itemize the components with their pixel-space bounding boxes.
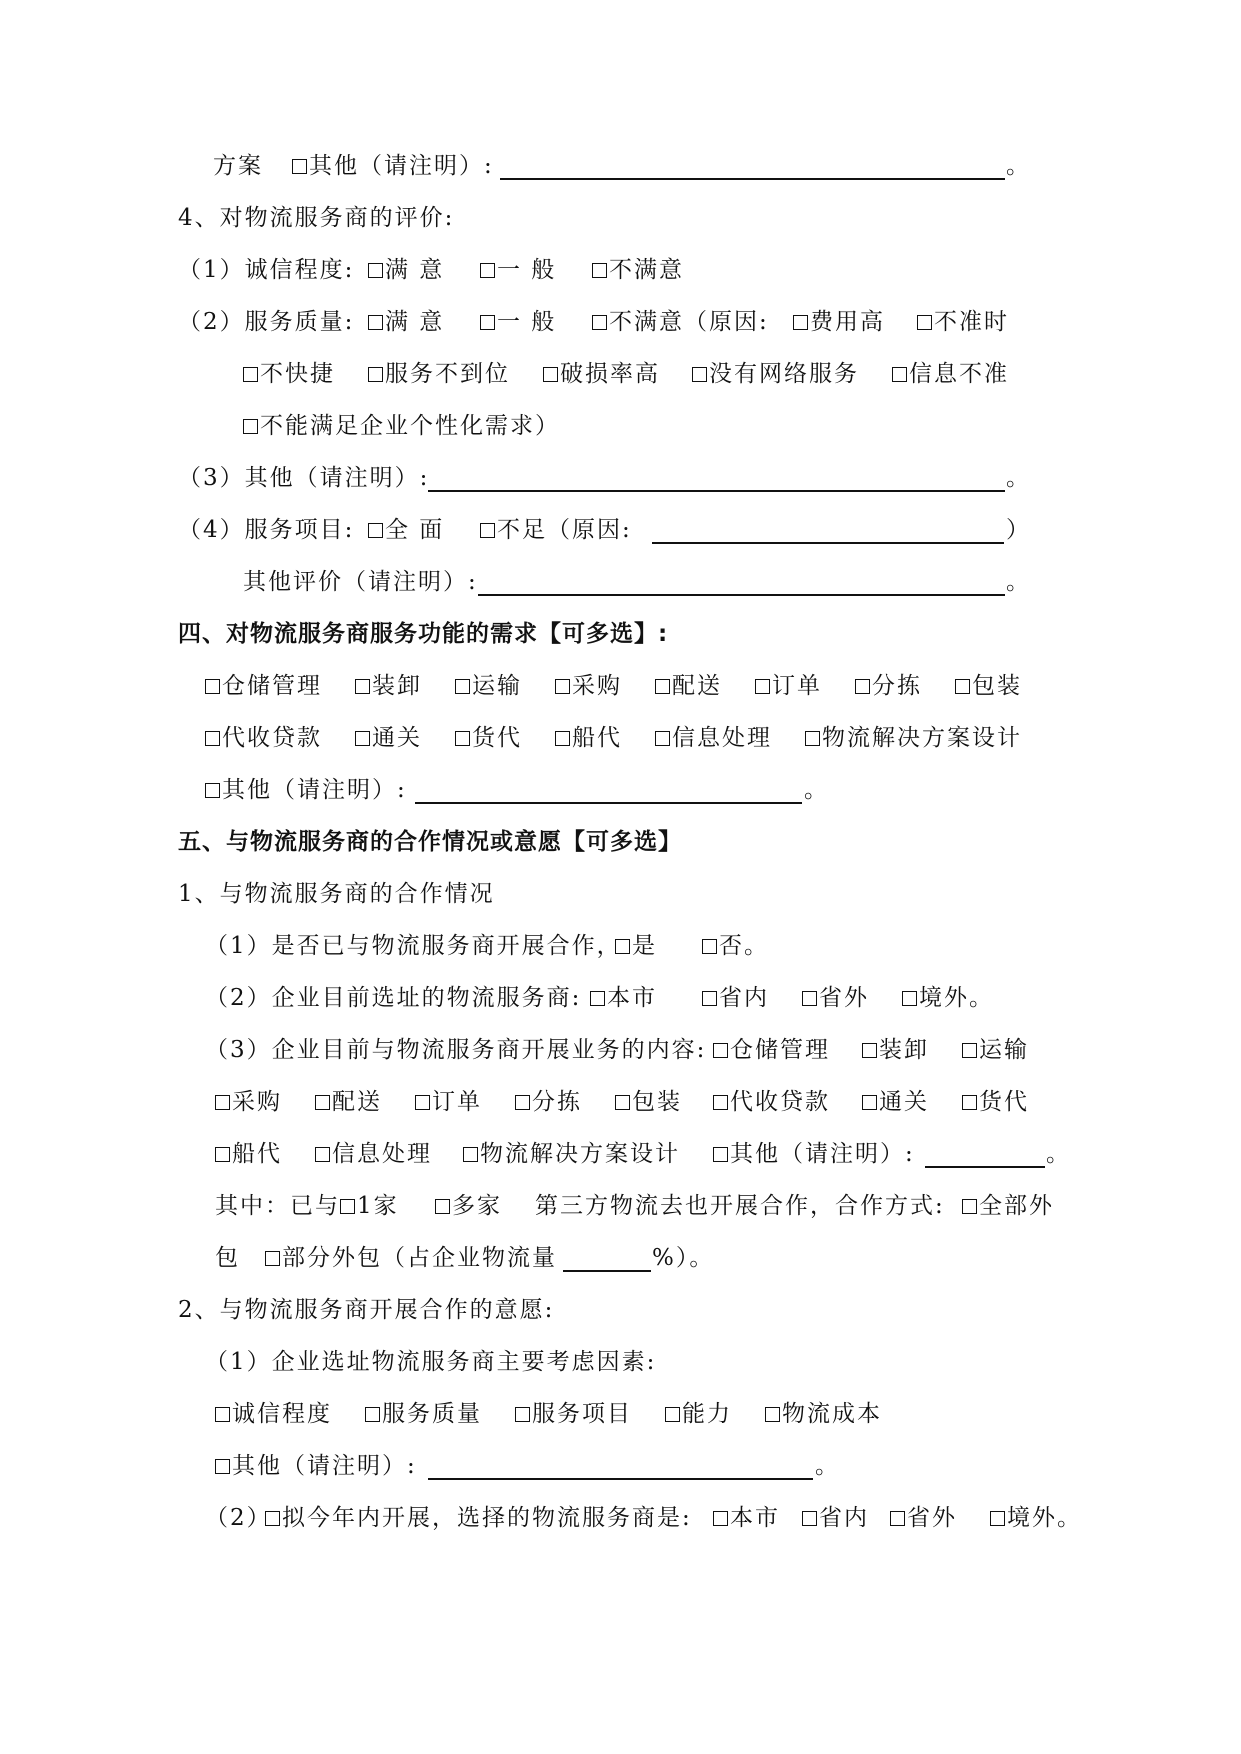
item-label: （3）其他（请注明）: (178, 465, 430, 491)
checkbox-icon[interactable] (892, 367, 907, 382)
other-option[interactable] (292, 148, 494, 184)
option-packaging[interactable] (955, 668, 1022, 704)
checkbox-icon[interactable] (713, 1511, 728, 1526)
checkbox-icon[interactable] (480, 263, 495, 278)
period: 。 (1006, 569, 1031, 595)
option-out-province[interactable] (890, 1500, 957, 1536)
option-transport[interactable] (455, 668, 522, 704)
option-info-inaccurate[interactable] (892, 356, 1009, 392)
option-label: 不准时 (934, 309, 1009, 335)
checkbox-icon[interactable] (692, 367, 707, 382)
option-orders[interactable] (415, 1084, 482, 1120)
checkbox-icon[interactable] (292, 159, 307, 174)
option-label: 订单 (432, 1089, 482, 1115)
checkbox-icon[interactable] (615, 939, 630, 954)
option-average[interactable] (480, 252, 556, 288)
fill-blank[interactable] (415, 802, 802, 804)
question-heading: 4、对物流服务商的评价: (178, 205, 455, 231)
checkbox-icon[interactable] (265, 1511, 280, 1526)
option-info-processing[interactable] (315, 1136, 432, 1172)
checkbox-icon[interactable] (215, 1095, 230, 1110)
option-label: 部分外包（占企业物流量 (282, 1245, 557, 1271)
option-high-cost[interactable] (793, 304, 885, 340)
checkbox-icon[interactable] (355, 679, 370, 694)
option-label: 服务项目 (532, 1401, 632, 1427)
option-comprehensive[interactable] (368, 512, 444, 548)
option-plan-this-year[interactable] (265, 1500, 692, 1536)
option-service-quality[interactable] (365, 1396, 482, 1432)
option-loading[interactable] (862, 1032, 929, 1068)
item-label: （1）企业选址物流服务商主要考虑因素: (205, 1349, 657, 1375)
option-label: 配送 (672, 673, 722, 699)
option-other[interactable] (713, 1136, 915, 1172)
option-label: 省外 (819, 985, 869, 1011)
option-overseas[interactable] (990, 1500, 1082, 1536)
option-full-outsourcing[interactable] (962, 1188, 1054, 1224)
checkbox-icon[interactable] (435, 1199, 450, 1214)
option-label: 其他（请注明）: (222, 777, 407, 803)
period: 。 (1046, 1141, 1071, 1167)
checkbox-icon[interactable] (368, 367, 383, 382)
checkbox-icon[interactable] (365, 1407, 380, 1422)
checkbox-icon[interactable] (368, 315, 383, 330)
option-logistics-solution[interactable] (805, 720, 1022, 756)
checkbox-icon[interactable] (615, 1095, 630, 1110)
item-label: （2）企业目前选址的物流服务商: (205, 985, 582, 1011)
option-purchasing[interactable] (215, 1084, 282, 1120)
period: 。 (815, 1453, 840, 1479)
option-unsatisfied[interactable] (592, 304, 769, 340)
option-label: 服务质量 (382, 1401, 482, 1427)
checkbox-icon[interactable] (355, 731, 370, 746)
item-label: 其他评价（请注明）: (243, 569, 478, 595)
checkbox-icon[interactable] (702, 991, 717, 1006)
option-label: 装卸 (879, 1037, 929, 1063)
option-label: 采购 (572, 673, 622, 699)
option-not-fast[interactable] (243, 356, 335, 392)
checkbox-icon[interactable] (480, 315, 495, 330)
checkbox-icon[interactable] (205, 783, 220, 798)
checkbox-icon[interactable] (802, 1511, 817, 1526)
checkbox-icon[interactable] (592, 315, 607, 330)
option-no[interactable] (702, 928, 769, 964)
option-label: 满 意 (385, 257, 445, 283)
option-label: 船代 (232, 1141, 282, 1167)
option-loading[interactable] (355, 668, 422, 704)
checkbox-icon[interactable] (592, 263, 607, 278)
item-label: （1）是否已与物流服务商开展合作， (205, 933, 622, 959)
option-label: 境外。 (1007, 1505, 1082, 1531)
period: 。 (1006, 465, 1031, 491)
option-label: 满 意 (385, 309, 445, 335)
option-label: 通关 (372, 725, 422, 751)
question-heading: 2、与物流服务商开展合作的意愿: (178, 1297, 555, 1323)
checkbox-icon[interactable] (368, 263, 383, 278)
option-label: 境外。 (919, 985, 994, 1011)
option-label: 其他（请注明）: (309, 153, 494, 179)
checkbox-icon[interactable] (805, 731, 820, 746)
checkbox-icon[interactable] (455, 679, 470, 694)
item-label: （2）服务质量: (178, 309, 355, 335)
checkbox-icon[interactable] (765, 1407, 780, 1422)
checkbox-icon[interactable] (713, 1147, 728, 1162)
option-label: 运输 (472, 673, 522, 699)
checkbox-icon[interactable] (962, 1095, 977, 1110)
option-transport[interactable] (962, 1032, 1029, 1068)
checkbox-icon[interactable] (340, 1199, 355, 1214)
checkbox-icon[interactable] (515, 1407, 530, 1422)
option-packaging[interactable] (615, 1084, 682, 1120)
checkbox-icon[interactable] (555, 731, 570, 746)
option-label: 运输 (979, 1037, 1029, 1063)
item-label: （4）服务项目: (178, 517, 355, 543)
option-label: 不满意 (609, 257, 684, 283)
checkbox-icon[interactable] (702, 939, 717, 954)
option-customs[interactable] (862, 1084, 929, 1120)
checkbox-icon[interactable] (890, 1511, 905, 1526)
option-label: 代收贷款 (730, 1089, 830, 1115)
checkbox-icon[interactable] (962, 1199, 977, 1214)
option-logistics-solution[interactable] (463, 1136, 680, 1172)
option-label: 否。 (719, 933, 769, 959)
option-delivery[interactable] (315, 1084, 382, 1120)
option-in-province[interactable] (802, 1500, 869, 1536)
option-label: 信息处理 (332, 1141, 432, 1167)
item-label: （2） (205, 1505, 272, 1531)
checkbox-icon[interactable] (243, 419, 258, 434)
option-label: 货代 (472, 725, 522, 751)
option-warehousing[interactable] (713, 1032, 830, 1068)
option-other[interactable] (205, 772, 407, 808)
checkbox-icon[interactable] (555, 679, 570, 694)
option-sorting[interactable] (855, 668, 922, 704)
option-multiple-companies[interactable] (435, 1188, 502, 1224)
checkbox-icon[interactable] (902, 991, 917, 1006)
option-label: 能力 (682, 1401, 732, 1427)
option-label: 全 面 (385, 517, 445, 543)
option-not-punctual[interactable] (917, 304, 1009, 340)
fill-blank[interactable] (652, 542, 1004, 544)
option-label: 其他（请注明）: (232, 1453, 417, 1479)
option-delivery[interactable] (655, 668, 722, 704)
text-segment: 其中：已与 (215, 1193, 340, 1219)
text-segment: %）。 (652, 1245, 715, 1271)
option-label: 包装 (632, 1089, 682, 1115)
checkbox-icon[interactable] (315, 1147, 330, 1162)
option-partial-outsourcing[interactable] (265, 1240, 557, 1276)
option-capability[interactable] (665, 1396, 732, 1432)
checkbox-icon[interactable] (215, 1407, 230, 1422)
checkbox-icon[interactable] (215, 1147, 230, 1162)
checkbox-icon[interactable] (463, 1147, 478, 1162)
checkbox-icon[interactable] (855, 679, 870, 694)
option-cod[interactable] (205, 720, 322, 756)
checkbox-icon[interactable] (990, 1511, 1005, 1526)
option-purchasing[interactable] (555, 668, 622, 704)
checkbox-icon[interactable] (713, 1043, 728, 1058)
option-label: 不满意（原因: (609, 309, 769, 335)
option-label: 包装 (972, 673, 1022, 699)
option-no-network[interactable] (692, 356, 859, 392)
fill-blank[interactable] (563, 1270, 651, 1272)
option-label: 服务不到位 (385, 361, 510, 387)
option-label: 不足（原因: (497, 517, 632, 543)
item-label: （3）企业目前与物流服务商开展业务的内容: (205, 1037, 707, 1063)
option-customs[interactable] (355, 720, 422, 756)
option-warehousing[interactable] (205, 668, 322, 704)
checkbox-icon[interactable] (655, 679, 670, 694)
option-label: 其他（请注明）: (730, 1141, 915, 1167)
checkbox-icon[interactable] (315, 1095, 330, 1110)
option-label: 不能满足企业个性化需求） (260, 413, 560, 439)
option-personalized[interactable] (243, 408, 560, 444)
option-label: 没有网络服务 (709, 361, 859, 387)
option-label: 分拣 (532, 1089, 582, 1115)
option-label: 费用高 (810, 309, 885, 335)
option-label: 一 般 (497, 309, 557, 335)
option-label: 省内 (719, 985, 769, 1011)
option-orders[interactable] (755, 668, 822, 704)
period: 。 (1006, 153, 1031, 179)
option-out-province[interactable] (802, 980, 869, 1016)
checkbox-icon[interactable] (243, 367, 258, 382)
option-label: 信息处理 (672, 725, 772, 751)
checkbox-icon[interactable] (862, 1043, 877, 1058)
checkbox-icon[interactable] (590, 991, 605, 1006)
fill-blank[interactable] (428, 490, 1005, 492)
option-label: 一 般 (497, 257, 557, 283)
checkbox-icon[interactable] (862, 1095, 877, 1110)
checkbox-icon[interactable] (917, 315, 932, 330)
text-segment: 包 (215, 1245, 240, 1271)
checkbox-icon[interactable] (543, 367, 558, 382)
option-label: 拟今年内开展，选择的物流服务商是: (282, 1505, 692, 1531)
option-label: 物流解决方案设计 (822, 725, 1022, 751)
option-label: 配送 (332, 1089, 382, 1115)
checkbox-icon[interactable] (205, 679, 220, 694)
option-label: 物流解决方案设计 (480, 1141, 680, 1167)
option-label: 分拣 (872, 673, 922, 699)
option-label: 破损率高 (560, 361, 660, 387)
option-poor-service[interactable] (368, 356, 510, 392)
option-label: 不快捷 (260, 361, 335, 387)
option-label: 装卸 (372, 673, 422, 699)
option-service-items[interactable] (515, 1396, 632, 1432)
option-label: 是 (632, 933, 657, 959)
option-label: 通关 (879, 1089, 929, 1115)
option-insufficient[interactable] (480, 512, 632, 548)
checkbox-icon[interactable] (755, 679, 770, 694)
option-label: 订单 (772, 673, 822, 699)
option-label: 全部外 (979, 1193, 1054, 1219)
checkbox-icon[interactable] (665, 1407, 680, 1422)
option-one-company[interactable] (340, 1188, 399, 1224)
option-info-processing[interactable] (655, 720, 772, 756)
option-label: 代收贷款 (222, 725, 322, 751)
option-integrity[interactable] (215, 1396, 332, 1432)
option-freight-forwarding[interactable] (455, 720, 522, 756)
option-in-province[interactable] (702, 980, 769, 1016)
item-label: （1）诚信程度: (178, 257, 355, 283)
option-unsatisfied[interactable] (592, 252, 684, 288)
option-overseas[interactable] (902, 980, 994, 1016)
option-label: 省外 (907, 1505, 957, 1531)
checkbox-icon[interactable] (205, 731, 220, 746)
option-label: 诚信程度 (232, 1401, 332, 1427)
text-segment: 第三方物流去也开展合作，合作方式: (535, 1193, 945, 1219)
option-label: 本市 (607, 985, 657, 1011)
option-label: 仓储管理 (730, 1037, 830, 1063)
checkbox-icon[interactable] (455, 731, 470, 746)
option-local-city[interactable] (713, 1500, 780, 1536)
option-cod[interactable] (713, 1084, 830, 1120)
option-shipping-agency[interactable] (215, 1136, 282, 1172)
option-label: 1家 (357, 1193, 399, 1219)
checkbox-icon[interactable] (962, 1043, 977, 1058)
checkbox-icon[interactable] (368, 523, 383, 538)
option-label: 本市 (730, 1505, 780, 1531)
text-segment: 方案 (213, 153, 263, 179)
period: 。 (804, 777, 829, 803)
option-local-city[interactable] (590, 980, 657, 1016)
option-satisfied[interactable] (368, 252, 444, 288)
option-average[interactable] (480, 304, 556, 340)
fill-blank[interactable] (925, 1166, 1045, 1168)
checkbox-icon[interactable] (955, 679, 970, 694)
option-satisfied[interactable] (368, 304, 444, 340)
option-sorting[interactable] (515, 1084, 582, 1120)
option-logistics-cost[interactable] (765, 1396, 882, 1432)
option-label: 仓储管理 (222, 673, 322, 699)
option-high-damage[interactable] (543, 356, 660, 392)
option-label: 采购 (232, 1089, 282, 1115)
checkbox-icon[interactable] (802, 991, 817, 1006)
checkbox-icon[interactable] (655, 731, 670, 746)
checkbox-icon[interactable] (215, 1459, 230, 1474)
question-heading: 1、与物流服务商的合作情况 (178, 881, 495, 907)
option-label: 物流成本 (782, 1401, 882, 1427)
checkbox-icon[interactable] (713, 1095, 728, 1110)
checkbox-icon[interactable] (480, 523, 495, 538)
fill-blank[interactable] (500, 178, 1005, 180)
close-paren: ） (1006, 517, 1031, 543)
option-yes[interactable] (615, 928, 657, 964)
section-heading: 四、对物流服务商服务功能的需求【可多选】: (178, 621, 669, 647)
checkbox-icon[interactable] (265, 1251, 280, 1266)
option-label: 货代 (979, 1089, 1029, 1115)
option-freight-forwarding[interactable] (962, 1084, 1029, 1120)
section-heading: 五、与物流服务商的合作情况或意愿【可多选】 (178, 829, 682, 855)
option-label: 多家 (452, 1193, 502, 1219)
checkbox-icon[interactable] (793, 315, 808, 330)
option-label: 船代 (572, 725, 622, 751)
fill-blank[interactable] (478, 594, 1005, 596)
option-label: 信息不准 (909, 361, 1009, 387)
checkbox-icon[interactable] (415, 1095, 430, 1110)
option-other[interactable] (215, 1448, 417, 1484)
checkbox-icon[interactable] (515, 1095, 530, 1110)
fill-blank[interactable] (428, 1478, 813, 1480)
option-label: 省内 (819, 1505, 869, 1531)
option-shipping-agency[interactable] (555, 720, 622, 756)
